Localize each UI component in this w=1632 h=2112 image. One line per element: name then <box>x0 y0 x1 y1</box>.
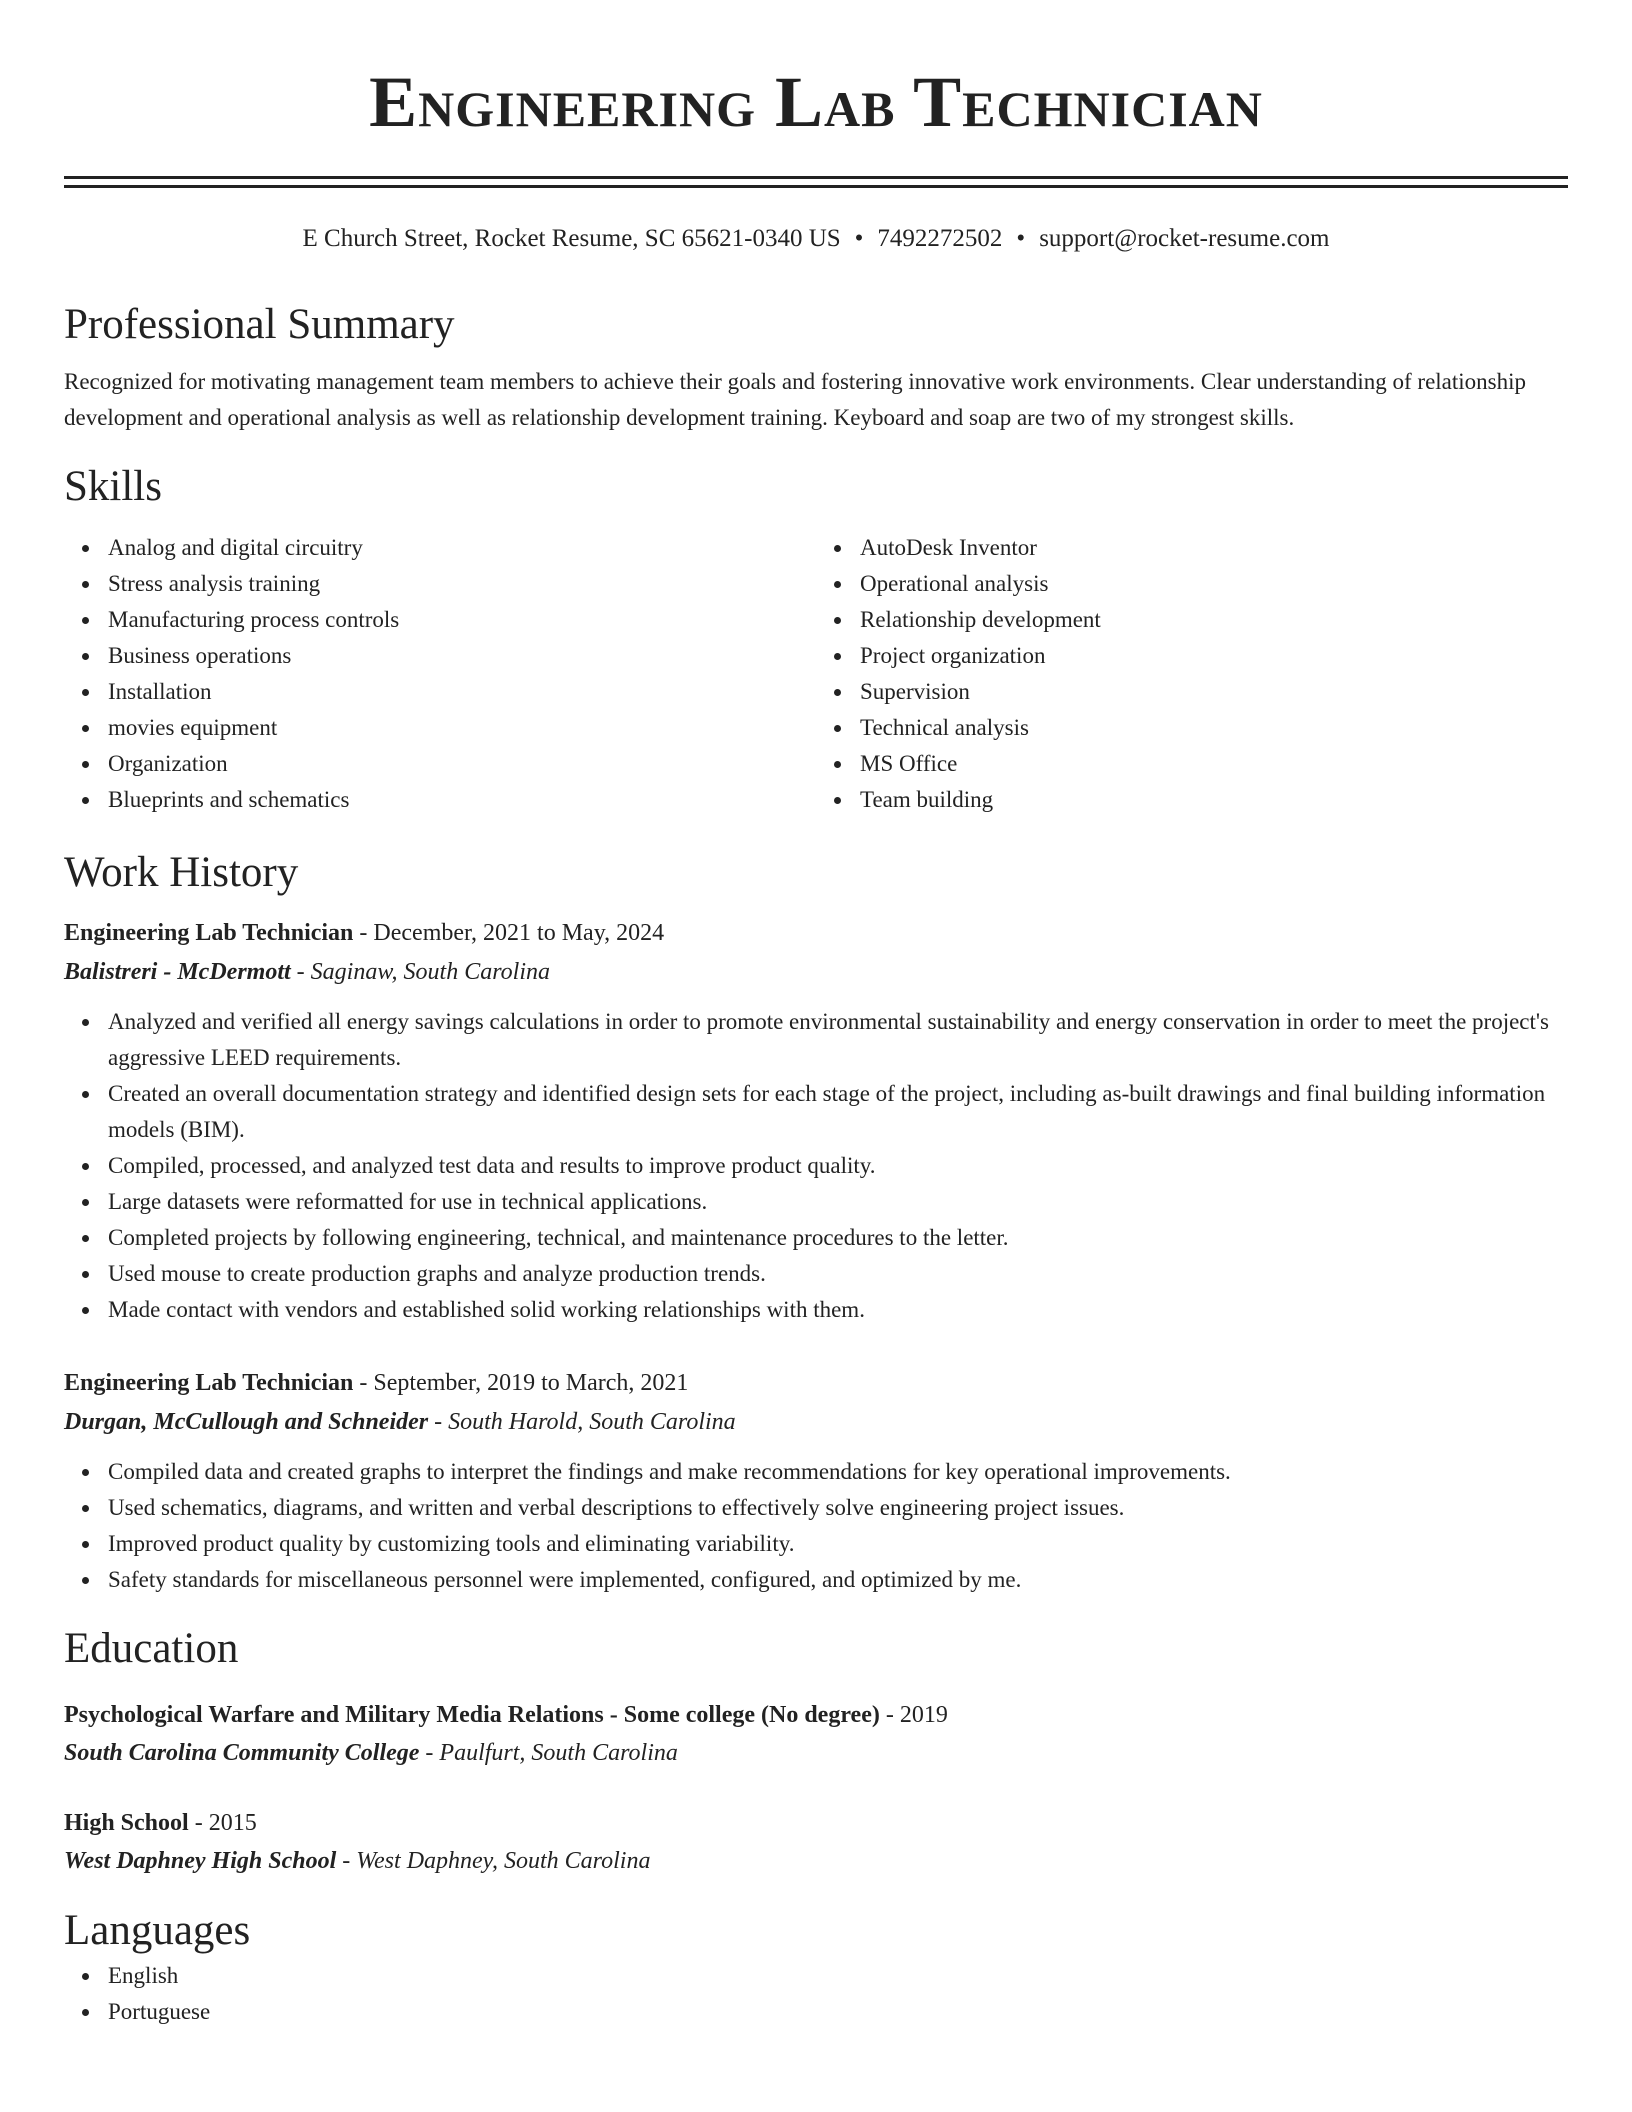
education-degree: High School <box>64 1810 189 1836</box>
job-bullet: Used schematics, diagrams, and written and verbal descriptions to effectively solve engineering project issues. <box>108 1490 1568 1526</box>
skill-item: Relationship development <box>860 602 1568 638</box>
job-title: Engineering Lab Technician <box>64 920 354 946</box>
work-history-heading: Work History <box>64 849 299 896</box>
skill-item: Technical analysis <box>860 710 1568 746</box>
skill-item: Stress analysis training <box>108 566 816 602</box>
job-dates: - September, 2019 to March, 2021 <box>353 1370 689 1396</box>
education-school-line <box>64 1842 1568 1880</box>
skill-item: movies equipment <box>108 710 816 746</box>
job-bullets <box>64 1454 1568 1598</box>
skills-heading: Skills <box>64 463 162 510</box>
job-title-line <box>64 914 1568 953</box>
skill-item: MS Office <box>860 746 1568 782</box>
skill-item: Installation <box>108 674 816 710</box>
job-bullets <box>64 1004 1568 1328</box>
skills-right-column <box>816 530 1568 818</box>
education-school: West Daphney High School <box>64 1848 337 1874</box>
skill-item: Business operations <box>108 638 816 674</box>
job-bullet: Created an overall documentation strategy and identified design sets for each stage of the project, including as-built drawings and final building information models (BIM). <box>108 1076 1568 1148</box>
language-item: Portuguese <box>108 1994 1568 2030</box>
skills-columns <box>64 530 1568 818</box>
job-bullet: Compiled, processed, and analyzed test data and results to improve product quality. <box>108 1148 1568 1184</box>
summary-text: Recognized for motivating management team members to achieve their goals and fostering innovative work environments. Clear understanding of relationship development and operational analysis as well as relationship development training. Keyboard and soap are two of my strongest skills. <box>64 369 1526 430</box>
education-heading: Education <box>64 1625 239 1672</box>
skill-item: Operational analysis <box>860 566 1568 602</box>
education-school-line <box>64 1734 1568 1772</box>
job-location: - Saginaw, South Carolina <box>290 959 551 985</box>
contact-email[interactable]: support@rocket-resume.com <box>1039 225 1330 252</box>
contact-phone: 7492272502 <box>877 225 1003 252</box>
job-company: Balistreri - McDermott <box>64 959 291 985</box>
job-company-line <box>64 953 1568 992</box>
education-location: - West Daphney, South Carolina <box>336 1848 651 1874</box>
job-bullet: Safety standards for miscellaneous personnel were implemented, configured, and optimized by me. <box>108 1562 1568 1598</box>
job-bullet: Compiled data and created graphs to interpret the findings and make recommendations for key operational improvements. <box>108 1454 1568 1490</box>
contact-address: E Church Street, Rocket Resume, SC 65621-0340 US <box>302 225 841 252</box>
job-bullet: Improved product quality by customizing tools and eliminating variability. <box>108 1526 1568 1562</box>
education-year: - 2015 <box>188 1810 257 1836</box>
skill-item: Blueprints and schematics <box>108 782 816 818</box>
job-dates: - December, 2021 to May, 2024 <box>353 920 665 946</box>
job-entry <box>64 914 1568 1328</box>
education-school: South Carolina Community College <box>64 1740 420 1766</box>
languages-list <box>64 1958 1568 2030</box>
skill-item: Organization <box>108 746 816 782</box>
title-double-rule <box>64 176 1568 188</box>
job-title-line <box>64 1364 1568 1403</box>
job-entry <box>64 1364 1568 1598</box>
languages-heading: Languages <box>64 1907 251 1954</box>
skill-item: Supervision <box>860 674 1568 710</box>
education-location: - Paulfurt, South Carolina <box>419 1740 678 1766</box>
job-location: - South Harold, South Carolina <box>428 1409 736 1435</box>
contact-separator: • <box>854 225 864 252</box>
skill-item: Project organization <box>860 638 1568 674</box>
language-item: English <box>108 1958 1568 1994</box>
job-bullet: Made contact with vendors and established solid working relationships with them. <box>108 1292 1568 1328</box>
skill-item: AutoDesk Inventor <box>860 530 1568 566</box>
job-bullet: Analyzed and verified all energy savings calculations in order to promote environmental sustainability and energy conservation in order to meet the project's aggressive LEED requirements. <box>108 1004 1568 1076</box>
education-degree-line <box>64 1804 1568 1842</box>
contact-line <box>64 222 1568 256</box>
education-degree-line <box>64 1696 1568 1734</box>
resume-title: Engineering Lab Technician <box>369 62 1263 142</box>
skill-item: Analog and digital circuitry <box>108 530 816 566</box>
education-degree: Psychological Warfare and Military Media Relations - Some college (No degree) <box>64 1702 880 1728</box>
job-company: Durgan, McCullough and Schneider <box>64 1409 429 1435</box>
job-company-line <box>64 1403 1568 1442</box>
education-entry <box>64 1804 1568 1880</box>
skills-left-column <box>64 530 816 818</box>
contact-separator: • <box>1016 225 1026 252</box>
skill-item: Team building <box>860 782 1568 818</box>
job-bullet: Used mouse to create production graphs and analyze production trends. <box>108 1256 1568 1292</box>
education-entry <box>64 1696 1568 1772</box>
education-year: - 2019 <box>879 1702 948 1728</box>
job-bullet: Large datasets were reformatted for use in technical applications. <box>108 1184 1568 1220</box>
job-title: Engineering Lab Technician <box>64 1370 354 1396</box>
summary-heading: Professional Summary <box>64 301 455 348</box>
skill-item: Manufacturing process controls <box>108 602 816 638</box>
job-bullet: Completed projects by following engineering, technical, and maintenance procedures to the letter. <box>108 1220 1568 1256</box>
